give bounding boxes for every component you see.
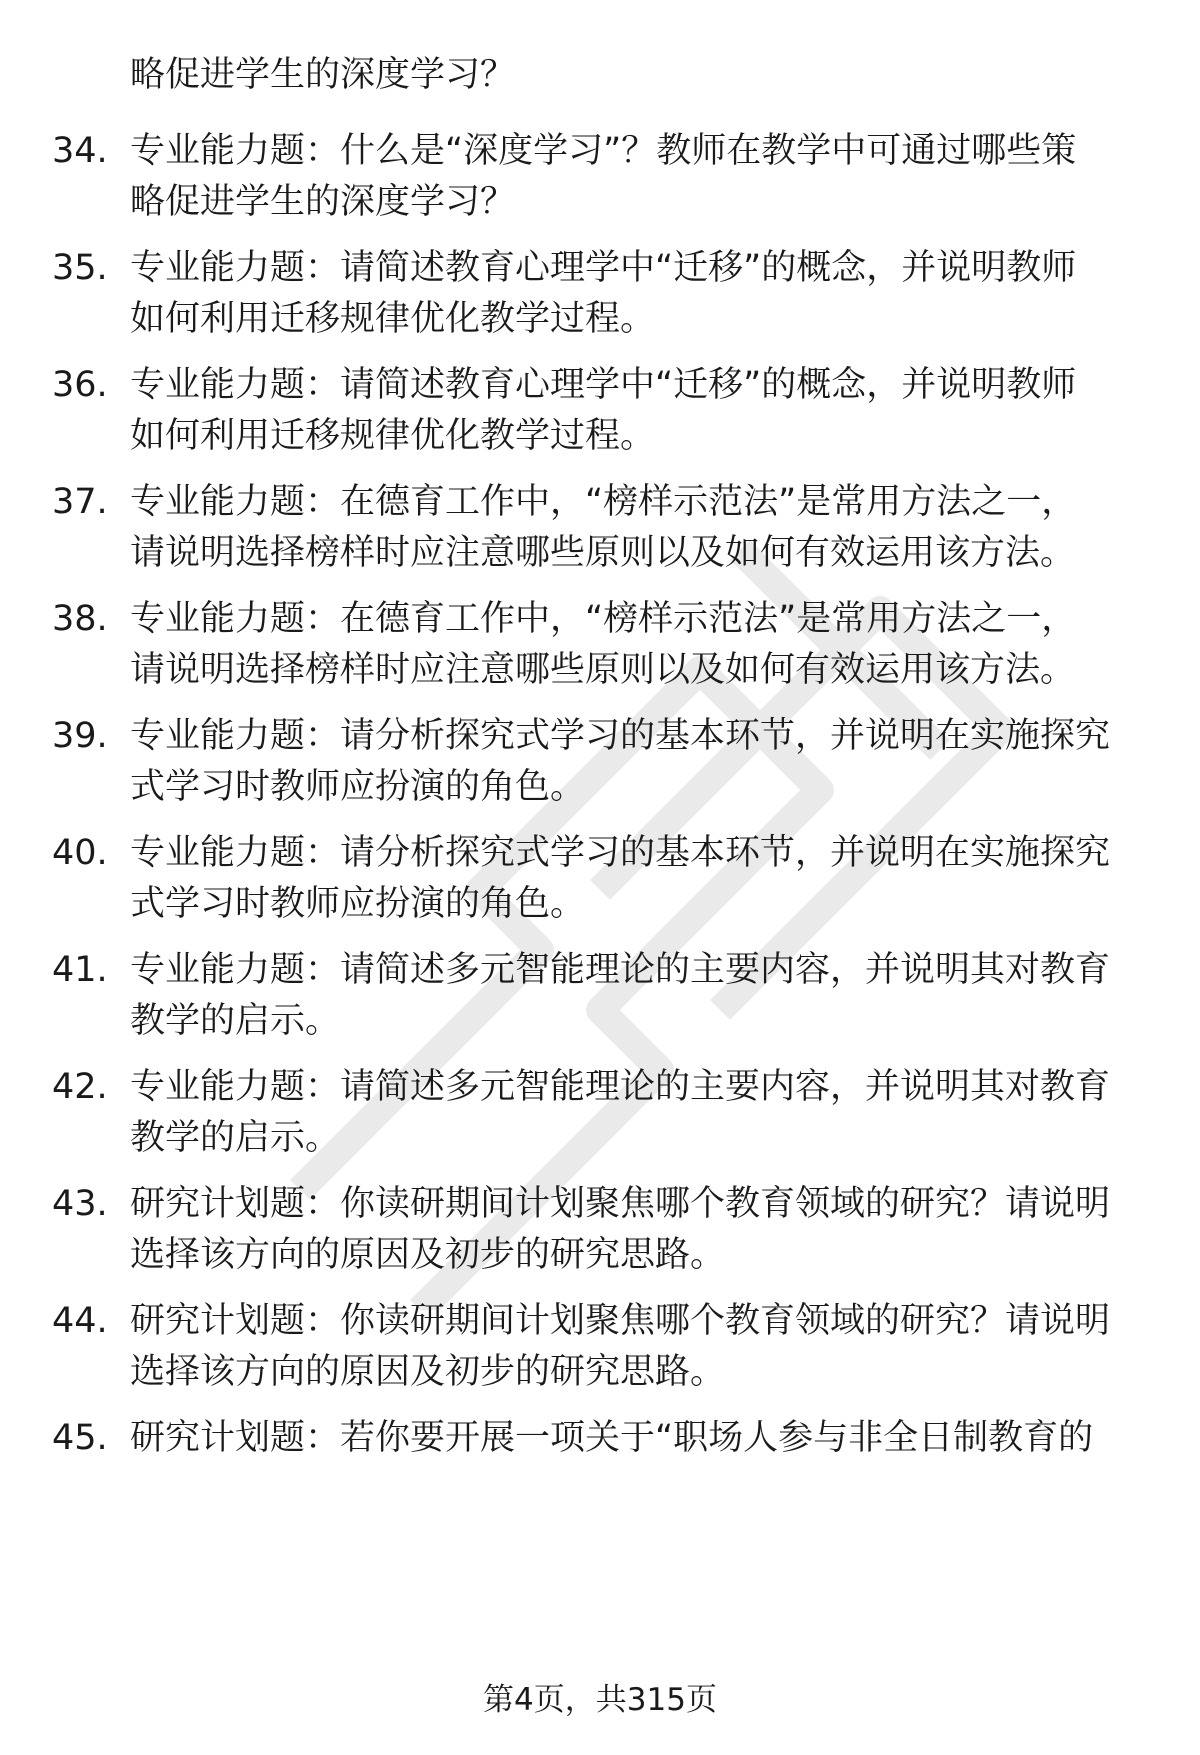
question-line-1: 专业能力题：请简述教育心理学中“迁移”的概念，并说明教师 xyxy=(130,365,1077,405)
question-line-1: 专业能力题：请分析探究式学习的基本环节，并说明在实施探究 xyxy=(130,833,1111,873)
question-number: 37. xyxy=(52,482,108,522)
question-line-2: 请说明选择榜样时应注意哪些原则以及如何有效运用该方法。 xyxy=(130,533,1076,573)
question-number: 35. xyxy=(52,248,108,288)
question-line-2: 请说明选择榜样时应注意哪些原则以及如何有效运用该方法。 xyxy=(130,650,1076,690)
question-line-2: 略促进学生的深度学习？ xyxy=(130,182,516,222)
question-line-1: 研究计划题：若你要开展一项关于“职场人参与非全日制教育的 xyxy=(130,1418,1094,1458)
question-line-1: 专业能力题：在德育工作中，“榜样示范法”是常用方法之一， xyxy=(130,482,1077,522)
question-line-2: 式学习时教师应扮演的角色。 xyxy=(130,884,586,924)
question-line-1: 专业能力题：请分析探究式学习的基本环节，并说明在实施探究 xyxy=(130,716,1111,756)
page-footer: 第4页，共315页 xyxy=(483,1682,717,1718)
question-line-2: 选择该方向的原因及初步的研究思路。 xyxy=(130,1235,726,1275)
question-line-2: 教学的启示。 xyxy=(130,1001,341,1041)
question-number: 38. xyxy=(52,599,108,639)
question-line-2: 如何利用迁移规律优化教学过程。 xyxy=(130,416,656,456)
question-number: 39. xyxy=(52,716,108,756)
continuation-text: 略促进学生的深度学习？ xyxy=(130,55,516,95)
question-line-1: 专业能力题：在德育工作中，“榜样示范法”是常用方法之一， xyxy=(130,599,1077,639)
question-line-2: 选择该方向的原因及初步的研究思路。 xyxy=(130,1352,726,1392)
question-number: 43. xyxy=(52,1184,108,1224)
question-number: 34. xyxy=(52,131,108,171)
question-number: 42. xyxy=(52,1067,108,1107)
question-number: 36. xyxy=(52,365,108,405)
question-line-2: 教学的启示。 xyxy=(130,1118,341,1158)
question-number: 44. xyxy=(52,1301,108,1341)
question-number: 40. xyxy=(52,833,108,873)
question-line-1: 研究计划题：你读研期间计划聚焦哪个教育领域的研究？请说明 xyxy=(130,1301,1111,1341)
question-line-1: 专业能力题：请简述多元智能理论的主要内容，并说明其对教育 xyxy=(130,1067,1111,1107)
question-line-1: 研究计划题：你读研期间计划聚焦哪个教育领域的研究？请说明 xyxy=(130,1184,1111,1224)
question-line-1: 专业能力题：请简述多元智能理论的主要内容，并说明其对教育 xyxy=(130,950,1111,990)
question-line-2: 如何利用迁移规律优化教学过程。 xyxy=(130,299,656,339)
question-number: 41. xyxy=(52,950,108,990)
question-line-2: 式学习时教师应扮演的角色。 xyxy=(130,767,586,807)
question-number: 45. xyxy=(52,1418,108,1458)
question-line-1: 专业能力题：请简述教育心理学中“迁移”的概念，并说明教师 xyxy=(130,248,1077,288)
question-line-1: 专业能力题：什么是“深度学习”？教师在教学中可通过哪些策 xyxy=(130,131,1077,171)
